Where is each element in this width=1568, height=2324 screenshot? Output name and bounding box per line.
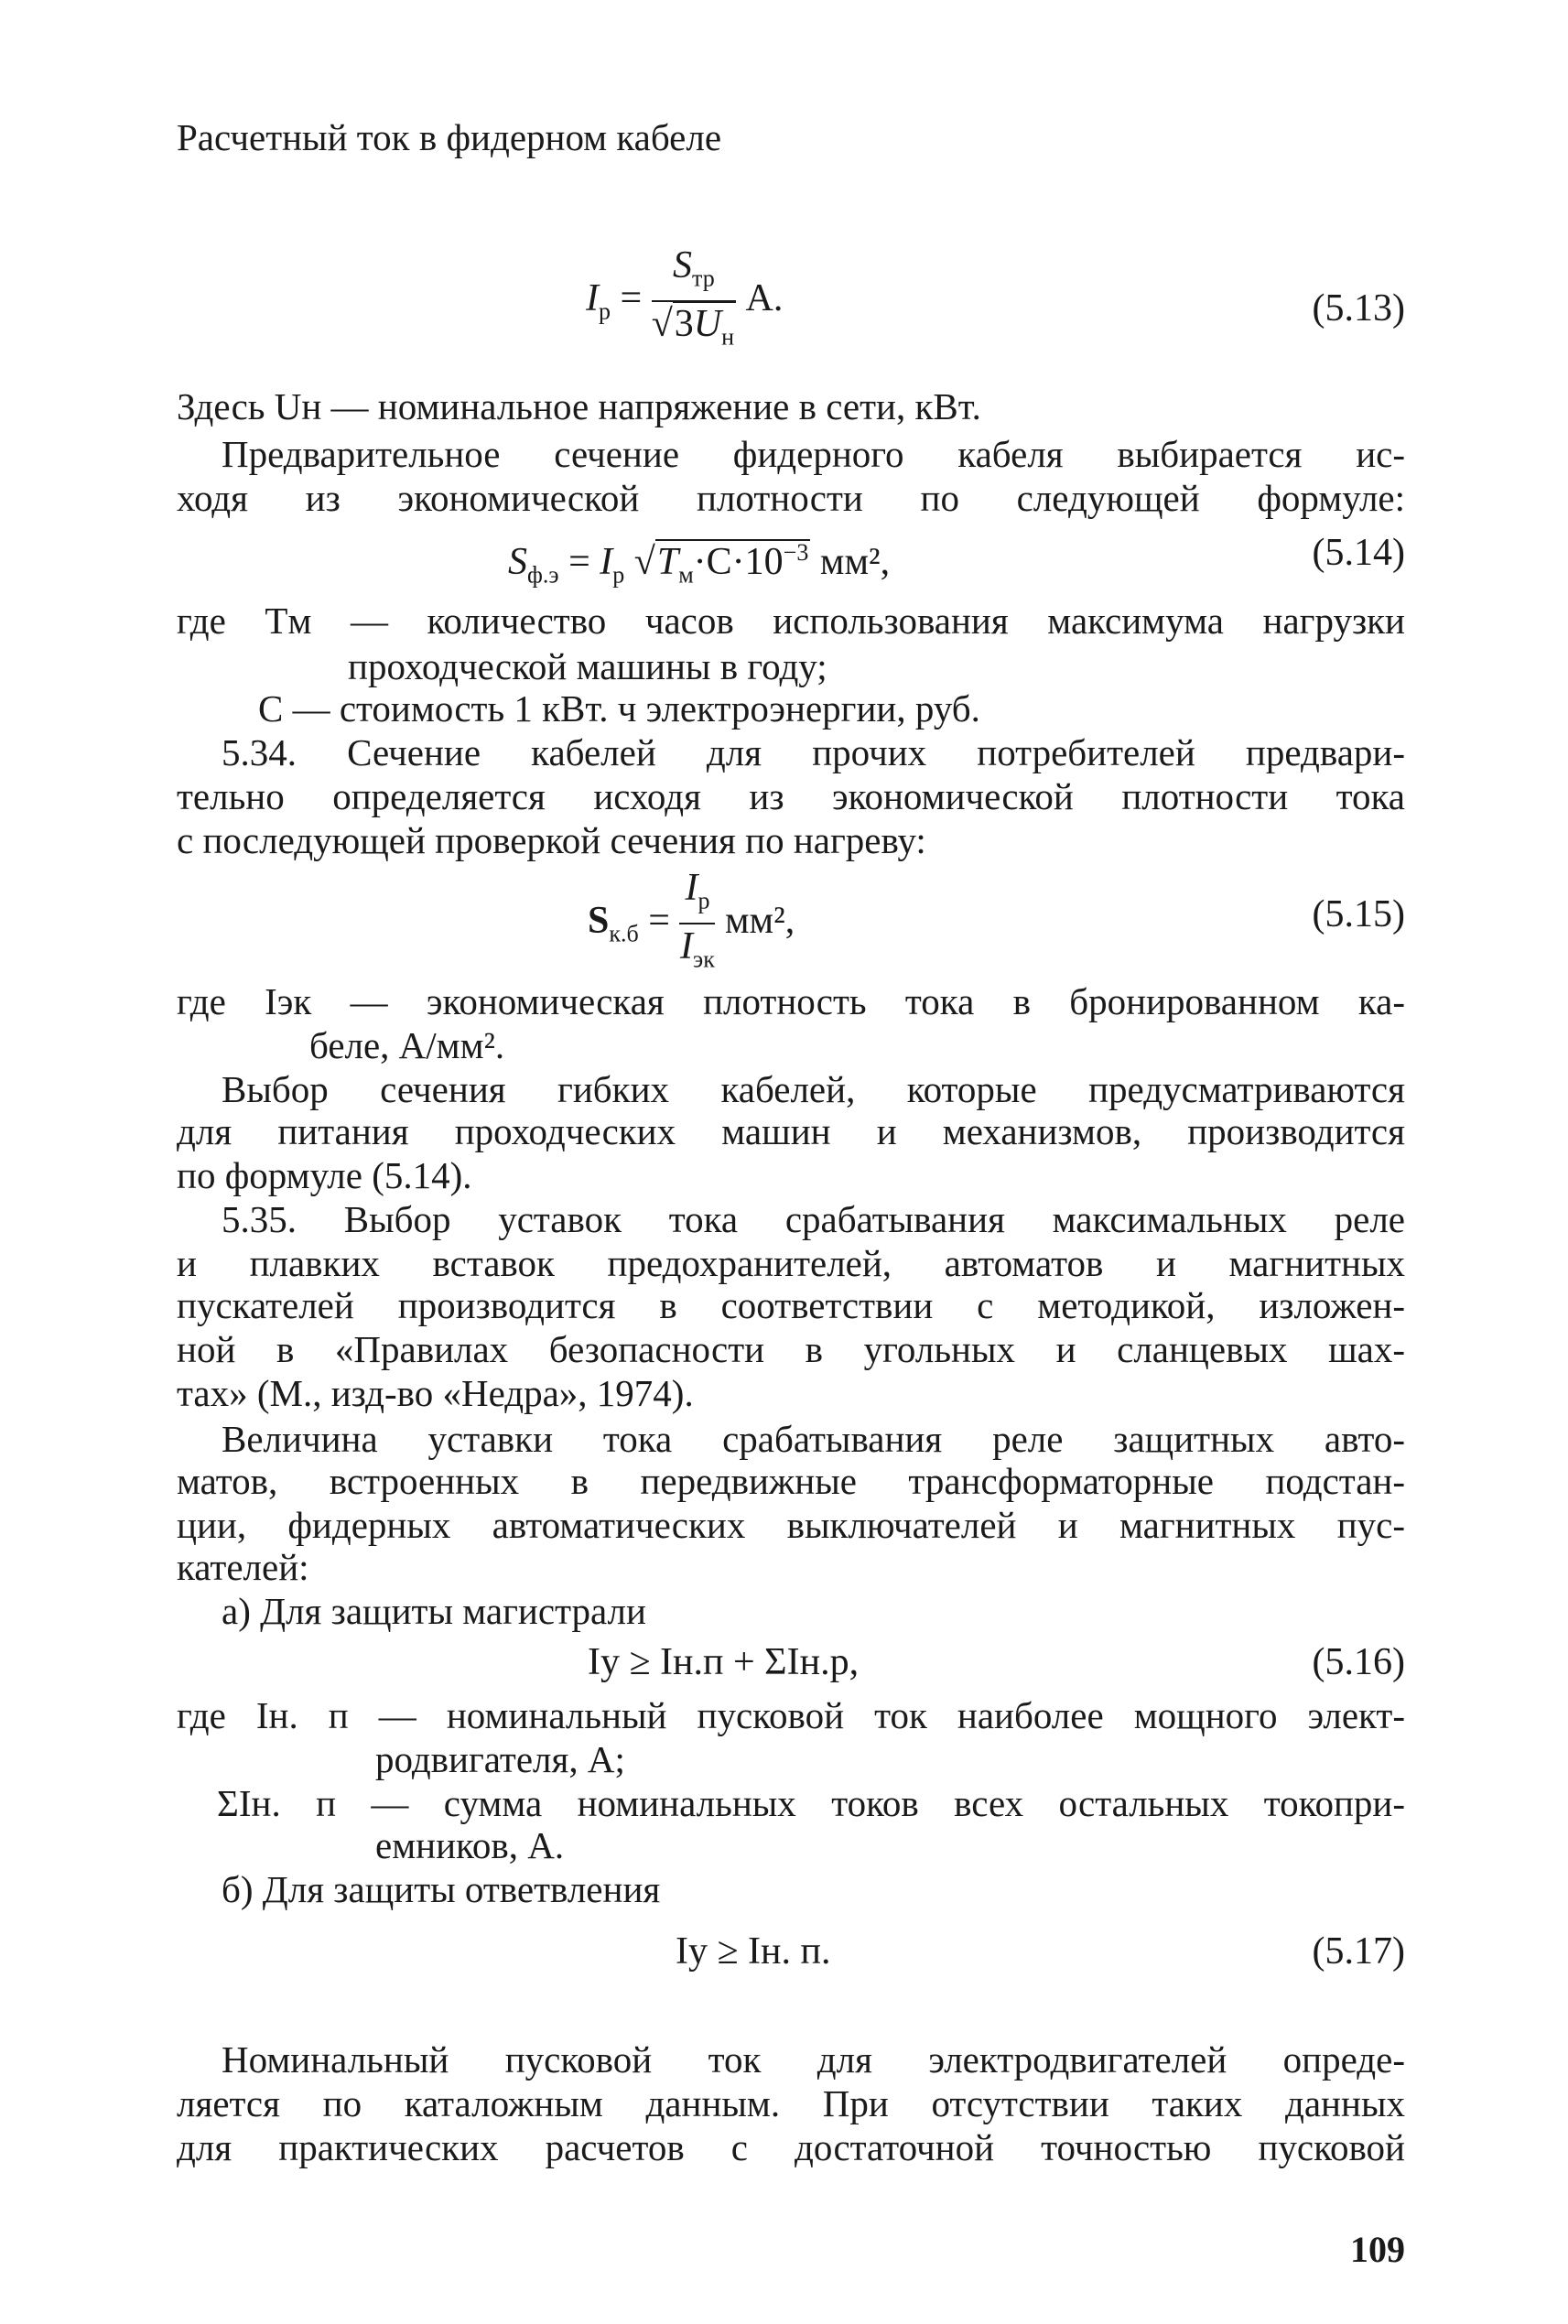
text-line: C — стоимость 1 кВт. ч электроэнергии, руб. [258, 687, 980, 730]
text-line: пускателей производится в соответствии с методикой, изложен- [177, 1284, 1405, 1326]
text-line: проходческой машины в году; [348, 645, 827, 687]
equation-number: (5.13) [1312, 287, 1405, 330]
fraction: $\frac{S_{тр}}{√3U_н}$ [651, 244, 735, 351]
text-line: тельно определяется исходя из экономической плотности тока [177, 775, 1405, 817]
text-line: ной в «Правилах безопасности в угольных и сланцевых шах- [177, 1328, 1405, 1370]
text-line: 5.35. Выбор уставок тока срабатывания максимальных реле [222, 1198, 1405, 1240]
text-line: ходя из экономической плотности по следующей формуле: [177, 477, 1405, 519]
text-line: 5.34. Сечение кабелей для прочих потребителей предвари- [222, 731, 1405, 773]
text-line: и плавких вставок предохранителей, автоматов и магнитных [177, 1242, 1405, 1284]
text-line: родвигателя, А; [375, 1738, 625, 1780]
text-line: где Tм — количество часов использования максимума нагрузки [177, 600, 1405, 642]
text-line: Выбор сечения гибких кабелей, которые предусматриваются [222, 1068, 1405, 1110]
text-line: для питания проходческих машин и механизмов, производится [177, 1110, 1405, 1152]
text-line: ляется по каталожным данным. При отсутствии таких данных [177, 2082, 1405, 2124]
equation-number: (5.15) [1312, 893, 1405, 935]
text-line: а) Для защиты магистрали [222, 1590, 646, 1632]
text-line: Номинальный пусковой ток для электродвигателей опреде- [222, 2038, 1405, 2081]
text-line: для практических расчетов с достаточной точностью пусковой [177, 2126, 1405, 2168]
formula-5-16: Iу ≥ Iн.п + ΣIн.р, [588, 1641, 860, 1683]
formula-5-13: $I_р$ = $\frac{S_{тр}}{√3U_н}$ А. [586, 245, 783, 358]
equation-number: (5.17) [1312, 1930, 1405, 1973]
text-line: беле, А/мм². [309, 1024, 505, 1066]
fraction: $\frac{I_р}{I_{эк}}$ [680, 867, 715, 973]
text-line: емников, А. [375, 1824, 565, 1866]
text-line: с последующей проверкой сечения по нагреву: [177, 819, 926, 861]
text-line: где Iэк — экономическая плотность тока в бронированном ка- [177, 980, 1405, 1022]
text-line: ΣIн. п — сумма номинальных токов всех остальных токопри- [217, 1782, 1405, 1824]
formula-5-14: $S_{ф.э} = I_р$ $√T_м\cdot C\cdot 10^{-3}$ мм², [508, 539, 891, 589]
equation-number: (5.16) [1312, 1641, 1405, 1683]
text-line: Здесь Uн — номинальное напряжение в сети, кВт. [177, 385, 981, 427]
text-line: Расчетный ток в фидерном кабеле [177, 116, 722, 158]
text-line: матов, встроенных в передвижные трансформаторные подстан- [177, 1460, 1405, 1502]
formula-5-17: Iу ≥ Iн. п. [676, 1930, 831, 1973]
text-line: ции, фидерных автоматических выключателей и магнитных пус- [177, 1504, 1405, 1546]
formula-5-15: $S_{к.б}$ = $\frac{I_р}{I_{эк}}$ мм², [588, 868, 795, 980]
text-line: где Iн. п — номинальный пусковой ток наиболее мощного элект- [177, 1694, 1405, 1736]
text-line: Величина уставки тока срабатывания реле защитных авто- [222, 1418, 1405, 1460]
text-line: б) Для защиты ответвления [222, 1868, 661, 1910]
text-line: тах» (М., изд-во «Недра», 1974). [177, 1372, 694, 1414]
equation-number: (5.14) [1312, 532, 1405, 574]
text-line: кателей: [177, 1546, 309, 1588]
text-line: по формуле (5.14). [177, 1154, 472, 1196]
page-number: 109 [1350, 2229, 1405, 2270]
text-line: Предварительное сечение фидерного кабеля выбирается ис- [222, 433, 1405, 475]
